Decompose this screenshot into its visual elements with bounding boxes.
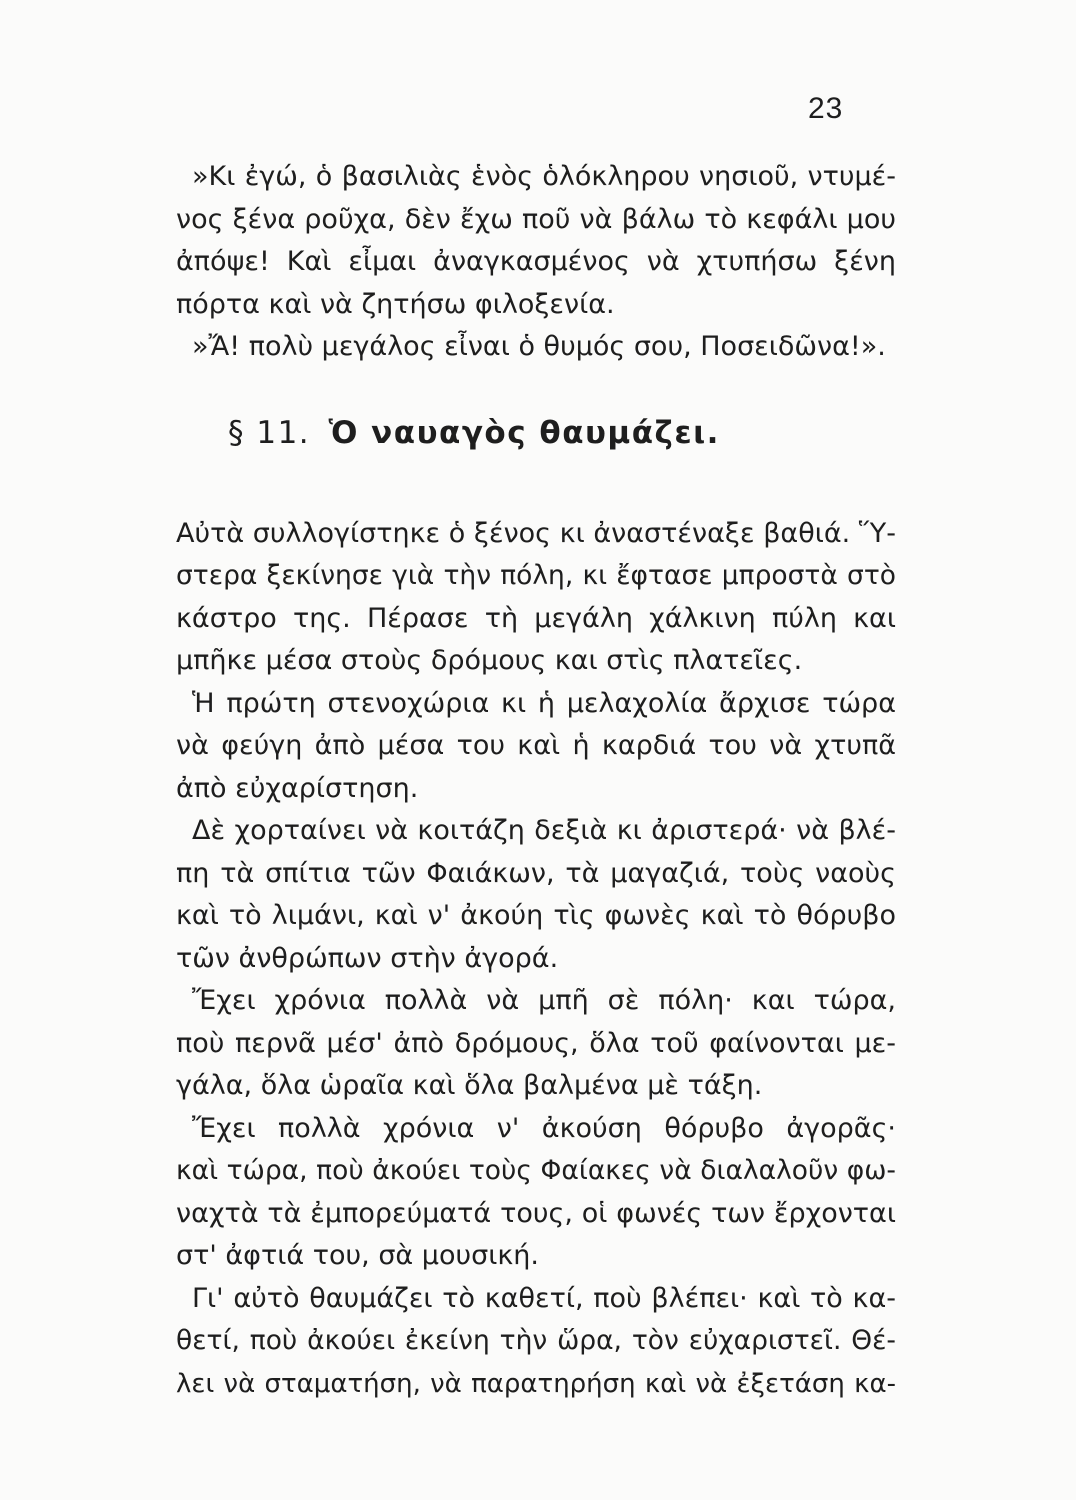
text-line: γάλα, ὅλα ὡραῖα καὶ ὅλα βαλμένα μὲ τάξη.: [176, 1070, 763, 1101]
paragraph: [176, 810, 896, 980]
section-number: § 11.: [228, 414, 311, 451]
paragraph: [176, 1278, 896, 1406]
text-line: νος ξένα ροῦχα, δὲν ἔχω ποῦ νὰ βάλω τὸ κεφάλι μου: [176, 203, 896, 235]
paragraph: [176, 513, 896, 683]
paragraph: [176, 980, 896, 1108]
text-line: θετί, ποὺ ἀκούει ἐκείνη τὴν ὥρα, τὸν εὐχαριστεῖ. Θέ-: [176, 1325, 896, 1356]
text-line: »Ἄ! πολὺ μεγάλος εἶναι ὁ θυμός σου, Ποσειδῶνα!».: [192, 331, 886, 362]
text-line: μπῆκε μέσα στοὺς δρόμους και στὶς πλατεῖες.: [176, 645, 803, 676]
text-line: στερα ξεκίνησε γιὰ τὴν πόλη, κι ἔφτασε μπροστὰ στὸ: [176, 560, 896, 591]
text-line: καὶ τώρα, ποὺ ἀκούει τοὺς Φαίακες νὰ διαλαλοῦν φω-: [176, 1155, 896, 1186]
text-line: ἀπόψε! Καὶ εἶμαι ἀναγκασμένος νὰ χτυπήσω ξένη: [176, 246, 896, 277]
paragraph: [176, 683, 896, 811]
text-line: στ' ἀφτιά του, σὰ μουσική.: [176, 1240, 539, 1271]
section-title: Ὁ ναυαγὸς θαυμάζει.: [328, 414, 720, 451]
section-heading: [228, 415, 720, 451]
text-line: ἀπὸ εὐχαρίστηση.: [176, 772, 419, 804]
page-number: 23: [808, 92, 844, 125]
text-line: πη τὰ σπίτια τῶν Φαιάκων, τὰ μαγαζιά, τοὺς ναοὺς: [176, 857, 896, 889]
text-line: πόρτα καὶ νὰ ζητήσω φιλοξενία.: [176, 288, 615, 320]
paragraph: [176, 326, 896, 369]
text-line: ναχτὰ τὰ ἐμπορεύματά τους, οἱ φωνές των ἔρχονται: [176, 1197, 896, 1229]
text-line: »Κι ἐγώ, ὁ βασιλιὰς ἑνὸς ὁλόκληρου νησιοῦ, ντυμέ-: [192, 161, 896, 192]
text-line: ποὺ περνᾶ μέσ' ἀπὸ δρόμους, ὅλα τοῦ φαίνονται με-: [176, 1027, 896, 1059]
text-line: νὰ φεύγη ἀπὸ μέσα του καὶ ἡ καρδιά του νὰ χτυπᾶ: [176, 730, 896, 761]
text-line: Γι' αὐτὸ θαυμάζει τὸ καθετί, ποὺ βλέπει· καὶ τὸ κα-: [192, 1282, 896, 1314]
text-line: Αὐτὰ συλλογίστηκε ὁ ξένος κι ἀναστέναξε βαθιά. Ὕ-: [176, 517, 896, 549]
text-line: Δὲ χορταίνει νὰ κοιτάζη δεξιὰ κι ἀριστερά· νὰ βλέ-: [192, 815, 896, 846]
text-line: λει νὰ σταματήση, νὰ παρατηρήση καὶ νὰ ἐξετάση κα-: [176, 1368, 896, 1399]
paragraph: [176, 1108, 896, 1278]
text-line: τῶν ἀνθρώπων στὴν ἀγορά.: [176, 942, 559, 974]
paragraph: [176, 156, 896, 326]
text-line: καὶ τὸ λιμάνι, καὶ ν' ἀκούη τὶς φωνὲς καὶ τὸ θόρυβο: [176, 900, 896, 931]
text-line: Ἔχει χρόνια πολλὰ νὰ μπῆ σὲ πόλη· και τώρα,: [192, 985, 896, 1016]
section-heading-block: [176, 369, 896, 513]
page-body: [176, 156, 896, 1405]
text-line: Ἡ πρώτη στενοχώρια κι ἡ μελαχολία ἄρχισε τώρα: [192, 687, 896, 719]
text-line: κάστρο της. Πέρασε τὴ μεγάλη χάλκινη πύλη και: [176, 602, 896, 634]
text-line: Ἔχει πολλὰ χρόνια ν' ἀκούση θόρυβο ἀγορᾶς·: [192, 1112, 896, 1144]
